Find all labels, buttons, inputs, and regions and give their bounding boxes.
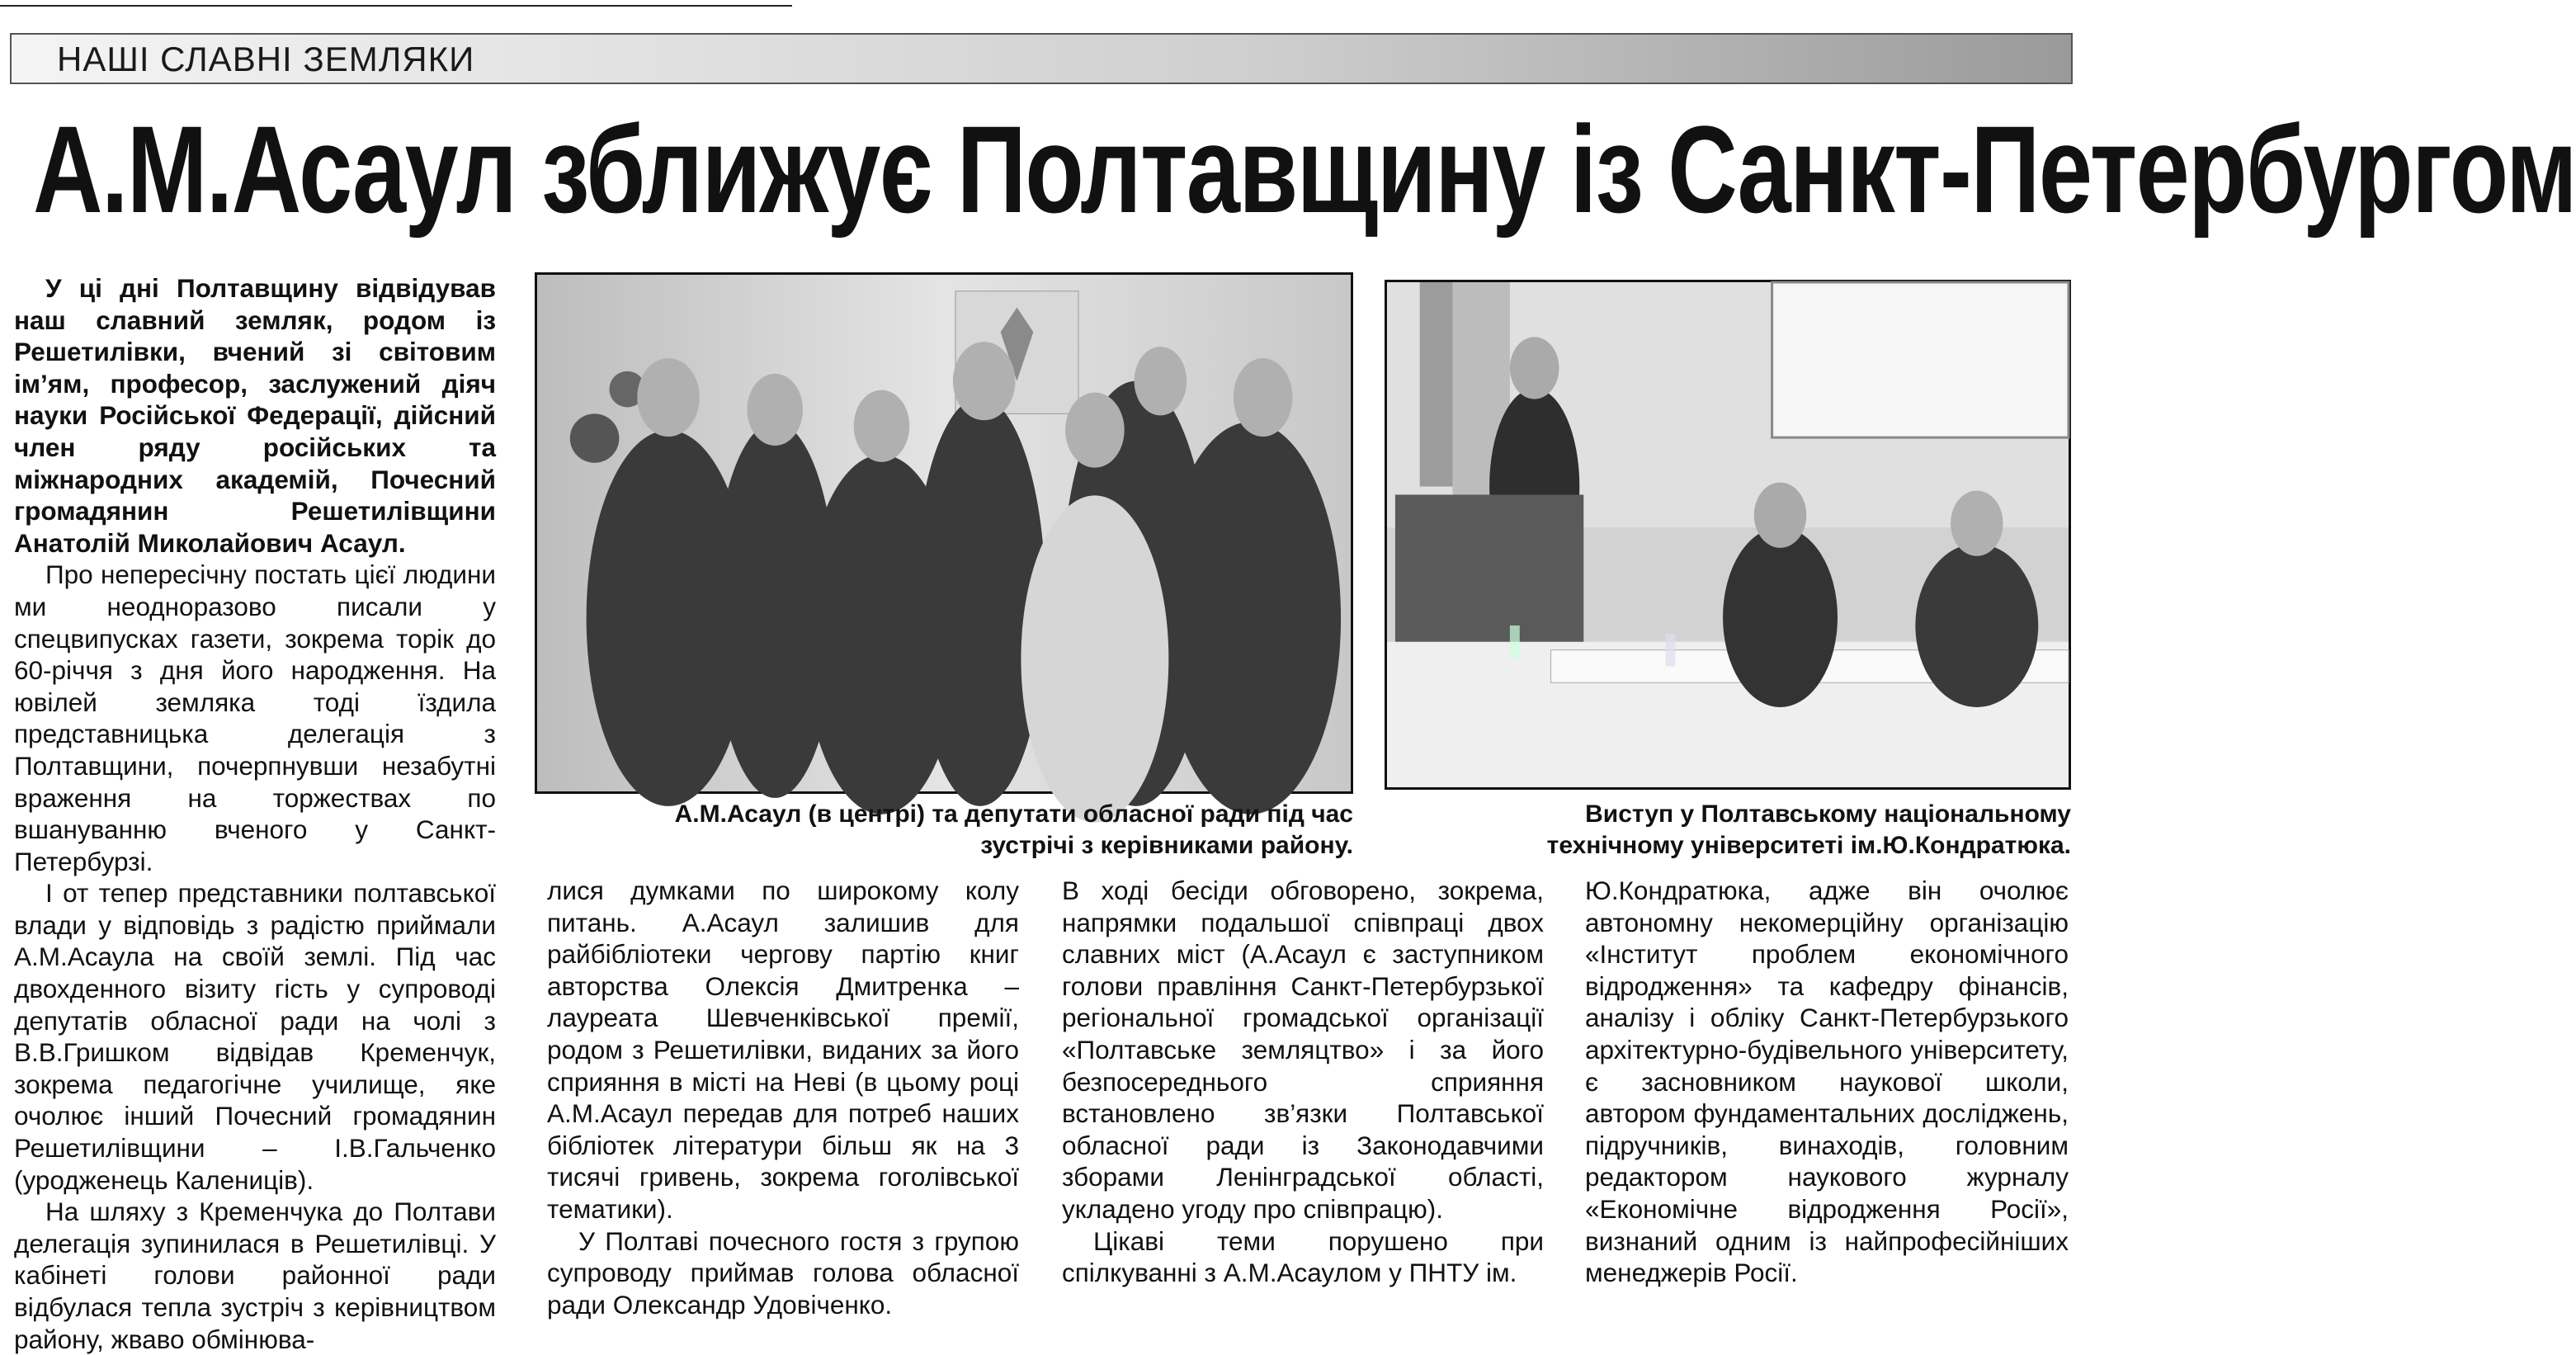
photo-lecture-caption: [1385, 799, 2071, 862]
top-rule: [0, 0, 792, 7]
article-column-3: [1062, 875, 1544, 1289]
paragraph: На шляху з Кременчука до Полтави делегація зупинилася в Решетилівці. У кабінеті голови районної ради відбулася тепла зустріч з керівництвом району, жваво обмінюва-: [14, 1197, 496, 1354]
caption-line: зустрічі з керівниками району.: [980, 832, 1353, 859]
paragraph: Цікаві теми порушено при спілкуванні з А.М.Асаулом у ПНТУ ім.: [1062, 1225, 1544, 1288]
paragraph: І от тепер представники полтавської влади у відповідь з радістю приймали А.М.Асаула на своїй землі. Під час двохденного візиту гість у супроводі депутатів обласної ради на чолі з В.В.Гришком відвідав Кременчук, зокрема педагогічне училище, яке очолює інший Почесний громадянин Решетилівщини – І.В.Гальченко (уродженець Калениців).: [14, 878, 496, 1195]
lecture-image: [1387, 282, 2069, 787]
paragraph: лися думками по широкому колу питань. А.Асаул залишив для райбібліотеки чергову партію книг авторства Олексія Дмитренка – лауреата Шевченківської премії, родом з Решетилівки, виданих за його сприяння в місті на Неві (в цьому році А.М.Асаул передав для потреб наших бібліотек літератури більш як на 3 тисячі гривень, зокрема гоголівської тематики).: [547, 876, 1019, 1224]
section-rubric: [10, 33, 2073, 84]
article-headline: А.М.Асаул зближує Полтавщину із Санкт-Петербургом: [33, 100, 2576, 238]
article-column-2: [547, 875, 1019, 1320]
group-portrait-image: [537, 275, 1351, 791]
rubric-text: НАШІ СЛАВНІ ЗЕМЛЯКИ: [57, 40, 475, 78]
caption-line: технічному університеті ім.Ю.Кондратюка.: [1546, 832, 2071, 859]
caption-line: Виступ у Полтавському національному: [1585, 800, 2071, 828]
photo-group-portrait: [535, 272, 1353, 794]
photo-group-caption: [535, 799, 1353, 862]
paragraph: В ході бесіди обговорено, зокрема, напрямки подальшої співпраці двох славних міст (А.Асаул є заступником голови правління Санкт-Петербурзької регіональної громадської організації «Полтавське земляцтво» і за його безпосереднього сприяння встановлено зв’язки Полтавської обласної ради із Законодавчими зборами Ленінградської області, укладено угоду про співпрацю).: [1062, 876, 1544, 1224]
article-column-4: [1585, 875, 2069, 1289]
caption-line: А.М.Асаул (в центрі) та депутати обласної ради під час: [674, 800, 1353, 828]
photo-lecture: [1385, 280, 2071, 790]
paragraph: Ю.Кондратюка, адже він очолює автономну некомерційну організацію «Інститут проблем економічного відродження» та кафедру фінансів, аналізу і обліку Санкт-Петербурзького архітектурно-будівельного університету, є засновником наукової школи, автором фундаментальних досліджень, підручників, винаходів, головним редактором наукового журналу «Економічне відродження Росії», визнаний одним із найпрофесійніших менеджерів Росії.: [1585, 876, 2069, 1288]
paragraph: У Полтаві почесного гостя з групою супроводу приймав голова обласної ради Олександр Удовіченко.: [547, 1225, 1019, 1320]
article-column-1: [14, 272, 496, 1355]
lead-paragraph: У ці дні Полтавщину відвідував наш славний земляк, родом із Решетилівки, вчений зі світовим ім’ям, професор, заслужений діяч науки Російської Федерації, дійсний член ряду російських та міжнародних академій, Почесний громадянин Решетилівщини Анатолій Миколайович Асаул.: [14, 273, 496, 558]
paragraph: Про непересічну постать цієї людини ми неодноразово писали у спецвипусках газети, зокрема торік до 60-річчя з дня його народження. На ювілей земляка тоді їздила представницька делегація з Полтавщини, почерпнувши незабутні враження на торжествах по вшануванню вченого у Санкт-Петербурзі.: [14, 559, 496, 876]
